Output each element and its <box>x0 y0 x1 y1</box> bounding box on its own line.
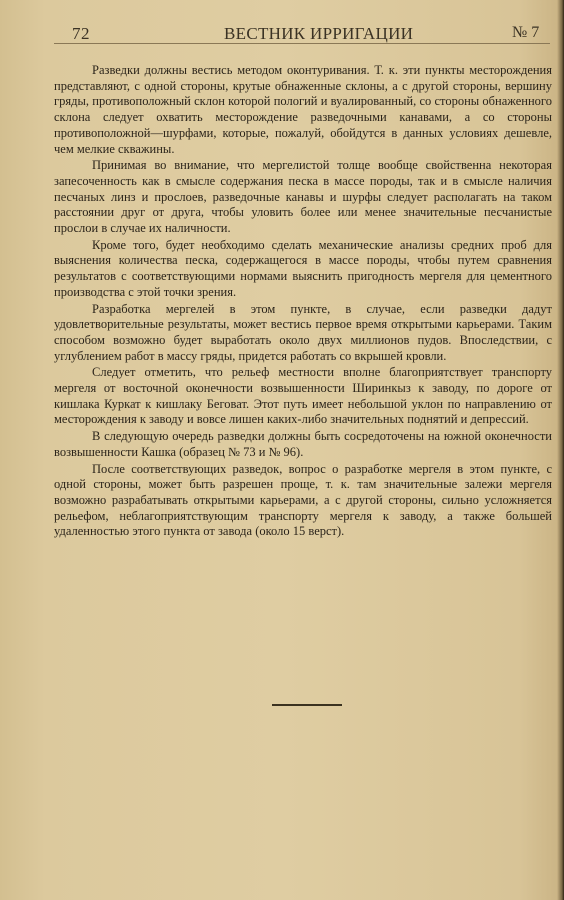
paragraph: В следующую очередь разведки должны быть сосредоточены на южной оконечности возвышенности Кашка (образец № 73 и № 96). <box>54 429 552 459</box>
paragraph: Разведки должны вестись методом оконтуривания. Т. к. эти пункты месторождения представляют, с одной стороны, крутые обнаженные склоны, а с другой стороны, вершину гряды, противоположный склон которой пологий и вуалированный, со стороны обнаженного склона следует охватить месторождение разведочными канавами, а со стороны противоположной—шурфами, которые, пожалуй, обойдутся в данных условиях дешевле, чем мелкие скважины. <box>54 63 552 156</box>
paragraph: После соответствующих разведок, вопрос о разработке мергеля в этом пункте, с одной стороны, может быть разрешен проще, т. к. там значительные залежи мергеля возможно разрабатывать открытыми карьерами, а с другой стороны, сильно усложняется рельефом, неблагоприятствующим транспорту мергеля к заводу, а также большей удаленностью этого пункта от завода (около 15 верст). <box>54 461 552 539</box>
paragraph: Принимая во внимание, что мергелистой толще вообще свойственна некоторая запесоченность как в смысле содержания песка в массе породы, так и в смысле наличия песчаных линз и прослоев, разведочные канавы и шурфы следует располагать на таком расстоянии друг от друга, чтобы уловить более или менее значительные песчанистые прослои в случае их наличности. <box>54 158 552 236</box>
paragraph: Следует отметить, что рельеф местности вполне благоприятствует транспорту мергеля от восточной оконечности возвышенности Ширинкыз к заводу, по дороге от кишлака Куркат к кишлаку Беговат. Этот путь имеет небольшой уклон по направлению от месторождения к заводу и вовсе лишен каких-либо значительных поднятий и депрессий. <box>54 365 552 427</box>
paragraph: Разработка мергелей в этом пункте, в случае, если разведки дадут удовлетворительные результаты, может вестись первое время открытыми карьерами. Таким способом возможно будет выработать около двух миллионов пудов. Впоследствии, с углублением работ в массу гряды, придется работать со вкрышей кровли. <box>54 301 552 363</box>
issue-number: № 7 <box>512 24 540 41</box>
paragraph: Кроме того, будет необходимо сделать механические анализы средних проб для выяснения количества песка, содержащегося в массе породы, чтобы путем сравнения результатов с соответствующими нормами выяснить пригодность мергеля для цементного производства с этой точки зрения. <box>54 237 552 299</box>
header-divider <box>54 43 550 44</box>
article-body <box>54 63 552 541</box>
journal-title: ВЕСТНИК ИРРИГАЦИИ <box>224 24 414 43</box>
page-number: 72 <box>72 24 90 43</box>
section-end-rule <box>272 704 342 706</box>
page-edge-shadow <box>557 0 564 900</box>
